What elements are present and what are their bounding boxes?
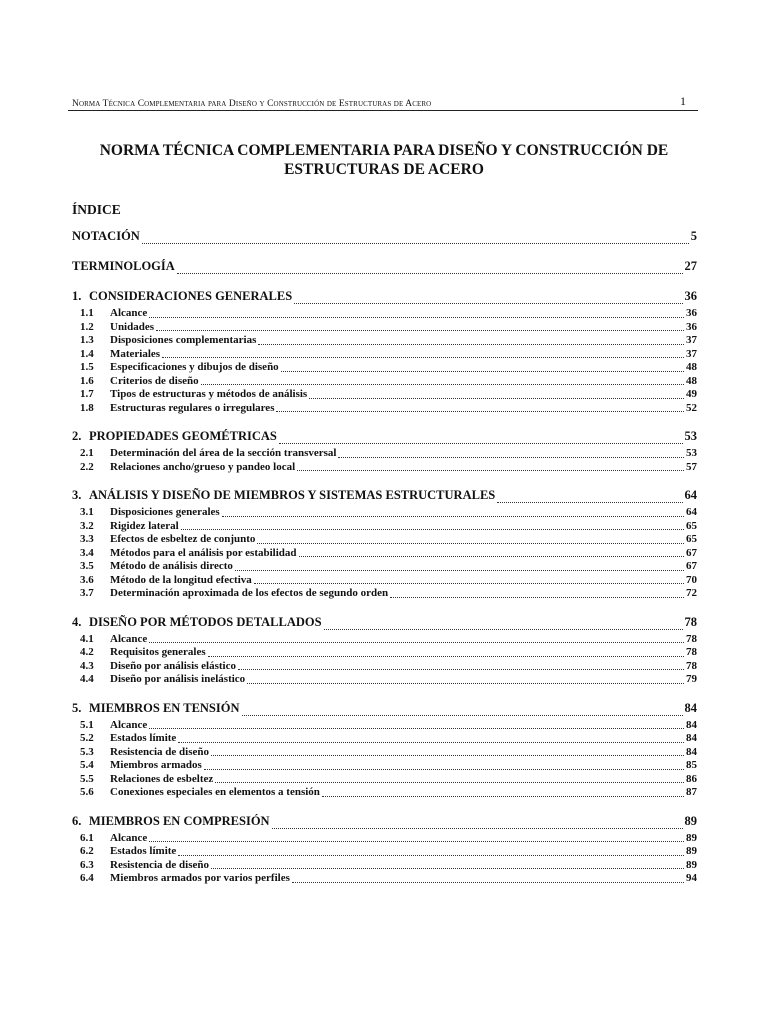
toc-entry-page: 5 xyxy=(690,229,697,243)
toc-entry-page: 65 xyxy=(686,519,697,532)
toc-entry-label: Miembros armados xyxy=(110,759,202,771)
toc-entry-number: 3. xyxy=(72,488,82,502)
dot-leader xyxy=(390,597,684,598)
toc-entry-page: 48 xyxy=(686,361,697,373)
toc-entry-page: 67 xyxy=(686,560,697,572)
dot-leader xyxy=(254,583,684,584)
dot-leader xyxy=(309,398,684,399)
toc-entry-notacion[interactable] xyxy=(72,229,697,247)
toc-entry-number: 1.5 xyxy=(80,361,94,373)
toc-entry-number: 5.1 xyxy=(80,718,94,731)
toc-entry-label: Determinación del área de la sección transversal xyxy=(110,447,337,459)
toc-entry-page: 78 xyxy=(686,659,697,672)
toc-entry-number: 5. xyxy=(72,700,82,715)
toc-entry-label: CONSIDERACIONES GENERALES xyxy=(89,289,293,303)
dot-leader xyxy=(142,243,689,244)
toc-subsection-4-1[interactable] xyxy=(72,633,697,647)
dot-leader xyxy=(177,273,683,274)
toc-entry-label: Criterios de diseño xyxy=(110,374,199,387)
toc-entry-number: 4.3 xyxy=(80,659,94,672)
dot-leader xyxy=(294,303,682,304)
dot-leader xyxy=(297,470,684,471)
toc-entry-number: 1.7 xyxy=(80,388,94,400)
toc-subsection-1-3[interactable] xyxy=(72,334,697,348)
toc-entry-number: 3.6 xyxy=(80,573,94,586)
toc-entry-page: 79 xyxy=(686,673,697,685)
toc-section-2[interactable] xyxy=(72,429,697,447)
index-heading: ÍNDICE xyxy=(72,202,121,217)
toc-entry-label: Alcance xyxy=(110,632,148,645)
toc-subsection-5-6[interactable] xyxy=(72,786,697,800)
toc-entry-number: 5.6 xyxy=(80,786,94,798)
toc-entry-label: Determinación aproximada de los efectos de segundo orden xyxy=(110,587,389,599)
toc-entry-page: 89 xyxy=(684,813,697,828)
dot-leader xyxy=(149,642,684,643)
toc-entry-page: 57 xyxy=(686,460,697,473)
toc-entry-page: 84 xyxy=(686,732,697,744)
toc-subsection-3-6[interactable] xyxy=(72,574,697,588)
toc-entry-page: 48 xyxy=(686,374,697,387)
dot-leader xyxy=(149,728,684,729)
toc-entry-label: Diseño por análisis inelástico xyxy=(110,673,246,685)
toc-entry-label: Especificaciones y dibujos de diseño xyxy=(110,361,279,373)
toc-entry-page: 72 xyxy=(686,587,697,599)
toc-entry-number: 4.4 xyxy=(80,673,94,685)
toc-subsection-5-5[interactable] xyxy=(72,773,697,787)
dot-leader xyxy=(204,769,684,770)
toc-entry-label: Relaciones ancho/grueso y pandeo local xyxy=(110,460,296,473)
toc-section-6[interactable] xyxy=(72,814,697,832)
toc-entry-label: NOTACIÓN xyxy=(72,229,140,243)
toc-subsection-5-3[interactable] xyxy=(72,746,697,760)
toc-subsection-2-1[interactable] xyxy=(72,447,697,461)
toc-entry-number: 5.2 xyxy=(80,732,94,744)
toc-entry-number: 2.1 xyxy=(80,447,94,459)
toc-entry-label: Relaciones de esbeltez xyxy=(110,772,214,785)
dot-leader xyxy=(215,782,684,783)
document-title: NORMA TÉCNICA COMPLEMENTARIA PARA DISEÑO Y CONSTRUCCIÓN DE ESTRUCTURAS DE ACERO xyxy=(99,142,669,178)
dot-leader xyxy=(247,683,684,684)
dot-leader xyxy=(279,443,683,444)
toc-subsection-2-2[interactable] xyxy=(72,461,697,475)
page-number: 1 xyxy=(680,94,686,108)
toc-entry-label: Estados límite xyxy=(110,845,177,857)
toc-subsection-6-1[interactable] xyxy=(72,832,697,846)
dot-leader xyxy=(156,330,684,331)
toc-entry-number: 5.4 xyxy=(80,759,94,771)
toc-entry-label: Métodos para el análisis por estabilidad xyxy=(110,546,297,559)
toc-entry-page: 37 xyxy=(686,347,697,360)
toc-entry-label: TERMINOLOGÍA xyxy=(72,259,175,273)
toc-entry-page: 64 xyxy=(686,506,697,518)
toc-subsection-3-5[interactable] xyxy=(72,560,697,574)
toc-section-5[interactable] xyxy=(72,701,697,719)
toc-subsection-1-2[interactable] xyxy=(72,321,697,335)
toc-subsection-1-1[interactable] xyxy=(72,307,697,321)
toc-entry-label: Estructuras regulares o irregulares xyxy=(110,401,275,414)
toc-entry-number: 2. xyxy=(72,429,82,443)
toc-entry-label: Requisitos generales xyxy=(110,646,206,658)
dot-leader xyxy=(257,543,684,544)
toc-subsection-1-6[interactable] xyxy=(72,375,697,389)
dot-leader xyxy=(292,882,684,883)
toc-entry-number: 4. xyxy=(72,614,82,629)
dot-leader xyxy=(238,669,684,670)
toc-entry-page: 36 xyxy=(686,320,697,333)
toc-subsection-5-4[interactable] xyxy=(72,759,697,773)
toc-entry-page: 84 xyxy=(686,745,697,758)
toc-entry-label: Disposiciones complementarias xyxy=(110,334,257,346)
toc-subsection-1-4[interactable] xyxy=(72,348,697,362)
toc-subsection-1-8[interactable] xyxy=(72,402,697,416)
toc-entry-page: 89 xyxy=(686,831,697,844)
toc-sections xyxy=(72,289,697,886)
toc-entry-page: 89 xyxy=(686,845,697,857)
dot-leader xyxy=(178,855,684,856)
toc-entry-number: 6.4 xyxy=(80,872,94,884)
toc-entry-number: 6.1 xyxy=(80,831,94,844)
toc-entry-page: 67 xyxy=(686,546,697,559)
toc-entry-page: 78 xyxy=(686,632,697,645)
toc-entry-page: 84 xyxy=(684,700,697,715)
dot-leader xyxy=(211,868,684,869)
toc-entry-number: 6. xyxy=(72,813,82,828)
toc-entry-page: 94 xyxy=(686,872,697,884)
toc-entry-label: Alcance xyxy=(110,307,148,319)
dot-leader xyxy=(497,502,682,503)
dot-leader xyxy=(258,344,684,345)
toc-subsection-4-2[interactable] xyxy=(72,646,697,660)
toc-entry-number: 1.6 xyxy=(80,374,94,387)
toc-entry-label: MIEMBROS EN COMPRESIÓN xyxy=(89,813,270,828)
dot-leader xyxy=(222,516,684,517)
toc-entry-label: Estados límite xyxy=(110,732,177,744)
toc-entry-number: 1.3 xyxy=(80,334,94,346)
toc-entry-page: 84 xyxy=(686,718,697,731)
toc-entry-number: 5.5 xyxy=(80,772,94,785)
toc-entry-label: Rigidez lateral xyxy=(110,519,179,532)
dot-leader xyxy=(242,715,683,716)
dot-leader xyxy=(235,570,684,571)
toc-entry-label: Miembros armados por varios perfiles xyxy=(110,872,290,884)
toc-subsection-3-2[interactable] xyxy=(72,520,697,534)
toc-section-1[interactable] xyxy=(72,289,697,307)
toc-entry-label: Alcance xyxy=(110,718,148,731)
toc-entry-number: 3.7 xyxy=(80,587,94,599)
toc-entry-number: 6.3 xyxy=(80,858,94,871)
toc-entry-label: Alcance xyxy=(110,831,148,844)
dot-leader xyxy=(162,357,684,358)
toc-section-4[interactable] xyxy=(72,615,697,633)
toc-entry-number: 3.5 xyxy=(80,560,94,572)
toc-entry-label: MIEMBROS EN TENSIÓN xyxy=(89,700,240,715)
toc-entry-page: 27 xyxy=(684,259,697,273)
toc-entry-number: 1.2 xyxy=(80,320,94,333)
toc-subsection-6-4[interactable] xyxy=(72,872,697,886)
toc-entry-label: Disposiciones generales xyxy=(110,506,220,518)
toc-entry-label: PROPIEDADES GEOMÉTRICAS xyxy=(89,429,277,443)
toc-entry-label: Conexiones especiales en elementos a tensión xyxy=(110,786,320,798)
toc-entry-page: 64 xyxy=(684,488,697,502)
dot-leader xyxy=(322,796,684,797)
toc-section-3[interactable] xyxy=(72,488,697,506)
dot-leader xyxy=(201,384,684,385)
toc-entry-page: 53 xyxy=(684,429,697,443)
toc-subsection-5-1[interactable] xyxy=(72,719,697,733)
toc-entry-page: 49 xyxy=(686,388,697,400)
toc-entry-label: Efectos de esbeltez de conjunto xyxy=(110,533,256,545)
toc-entry-label: Unidades xyxy=(110,320,155,333)
toc-entry-page: 86 xyxy=(686,772,697,785)
toc-subsection-3-3[interactable] xyxy=(72,533,697,547)
toc-entry-label: Resistencia de diseño xyxy=(110,745,209,758)
toc-entry-page: 36 xyxy=(686,307,697,319)
dot-leader xyxy=(324,629,683,630)
toc-entry-page: 36 xyxy=(684,289,697,303)
dot-leader xyxy=(208,656,684,657)
dot-leader xyxy=(211,755,684,756)
dot-leader xyxy=(178,742,684,743)
toc-subsection-1-5[interactable] xyxy=(72,361,697,375)
toc-subsection-4-4[interactable] xyxy=(72,673,697,687)
toc-entry-number: 1.1 xyxy=(80,307,94,319)
toc-entry-number: 3.2 xyxy=(80,519,94,532)
toc-subsection-6-2[interactable] xyxy=(72,845,697,859)
dot-leader xyxy=(338,457,684,458)
toc-entry-number: 3.3 xyxy=(80,533,94,545)
toc-subsection-3-4[interactable] xyxy=(72,547,697,561)
toc-entry-number: 3.4 xyxy=(80,546,94,559)
toc-entry-label: Método de análisis directo xyxy=(110,560,233,572)
toc-entry-page: 37 xyxy=(686,334,697,346)
toc-subsection-6-3[interactable] xyxy=(72,859,697,873)
toc-entry-number: 4.2 xyxy=(80,646,94,658)
toc-entry-label: ANÁLISIS Y DISEÑO DE MIEMBROS Y SISTEMAS ESTRUCTURALES xyxy=(89,488,496,502)
toc-subsection-4-3[interactable] xyxy=(72,660,697,674)
toc-entry-number: 1.8 xyxy=(80,401,94,414)
toc-subsection-3-7[interactable] xyxy=(72,587,697,601)
toc-entry-page: 52 xyxy=(686,401,697,414)
toc-entry-terminologia[interactable] xyxy=(72,259,697,277)
toc-entry-number: 3.1 xyxy=(80,506,94,518)
toc-entry-number: 2.2 xyxy=(80,460,94,473)
toc-entry-label: Tipos de estructuras y métodos de análisis xyxy=(110,388,308,400)
dot-leader xyxy=(149,841,684,842)
toc-entry-number: 5.3 xyxy=(80,745,94,758)
toc-entry-page: 70 xyxy=(686,573,697,586)
toc-entry-page: 87 xyxy=(686,786,697,798)
dot-leader xyxy=(272,828,683,829)
toc-entry-label: Resistencia de diseño xyxy=(110,858,209,871)
dot-leader xyxy=(281,371,684,372)
dot-leader xyxy=(299,556,684,557)
toc-entry-number: 1.4 xyxy=(80,347,94,360)
toc-entry-page: 78 xyxy=(684,614,697,629)
toc-entry-number: 6.2 xyxy=(80,845,94,857)
running-header-title: Norma Técnica Complementaria para Diseño y Construcción de Estructuras de Acero xyxy=(72,99,432,109)
toc-entry-page: 85 xyxy=(686,759,697,771)
toc-entry-label: Materiales xyxy=(110,347,161,360)
toc-entry-page: 65 xyxy=(686,533,697,545)
toc-subsection-5-2[interactable] xyxy=(72,732,697,746)
toc-entry-label: DISEÑO POR MÉTODOS DETALLADOS xyxy=(89,614,322,629)
toc-entry-number: 4.1 xyxy=(80,632,94,645)
dot-leader xyxy=(149,317,684,318)
toc-subsection-1-7[interactable] xyxy=(72,388,697,402)
dot-leader xyxy=(181,529,684,530)
toc-entry-page: 78 xyxy=(686,646,697,658)
toc-entry-page: 89 xyxy=(686,858,697,871)
running-header xyxy=(68,94,698,111)
toc-entry-number: 1. xyxy=(72,289,82,303)
toc-entry-label: Diseño por análisis elástico xyxy=(110,659,237,672)
table-of-contents xyxy=(72,229,697,886)
toc-entry-page: 53 xyxy=(686,447,697,459)
toc-entry-label: Método de la longitud efectiva xyxy=(110,573,252,586)
dot-leader xyxy=(276,411,684,412)
toc-subsection-3-1[interactable] xyxy=(72,506,697,520)
